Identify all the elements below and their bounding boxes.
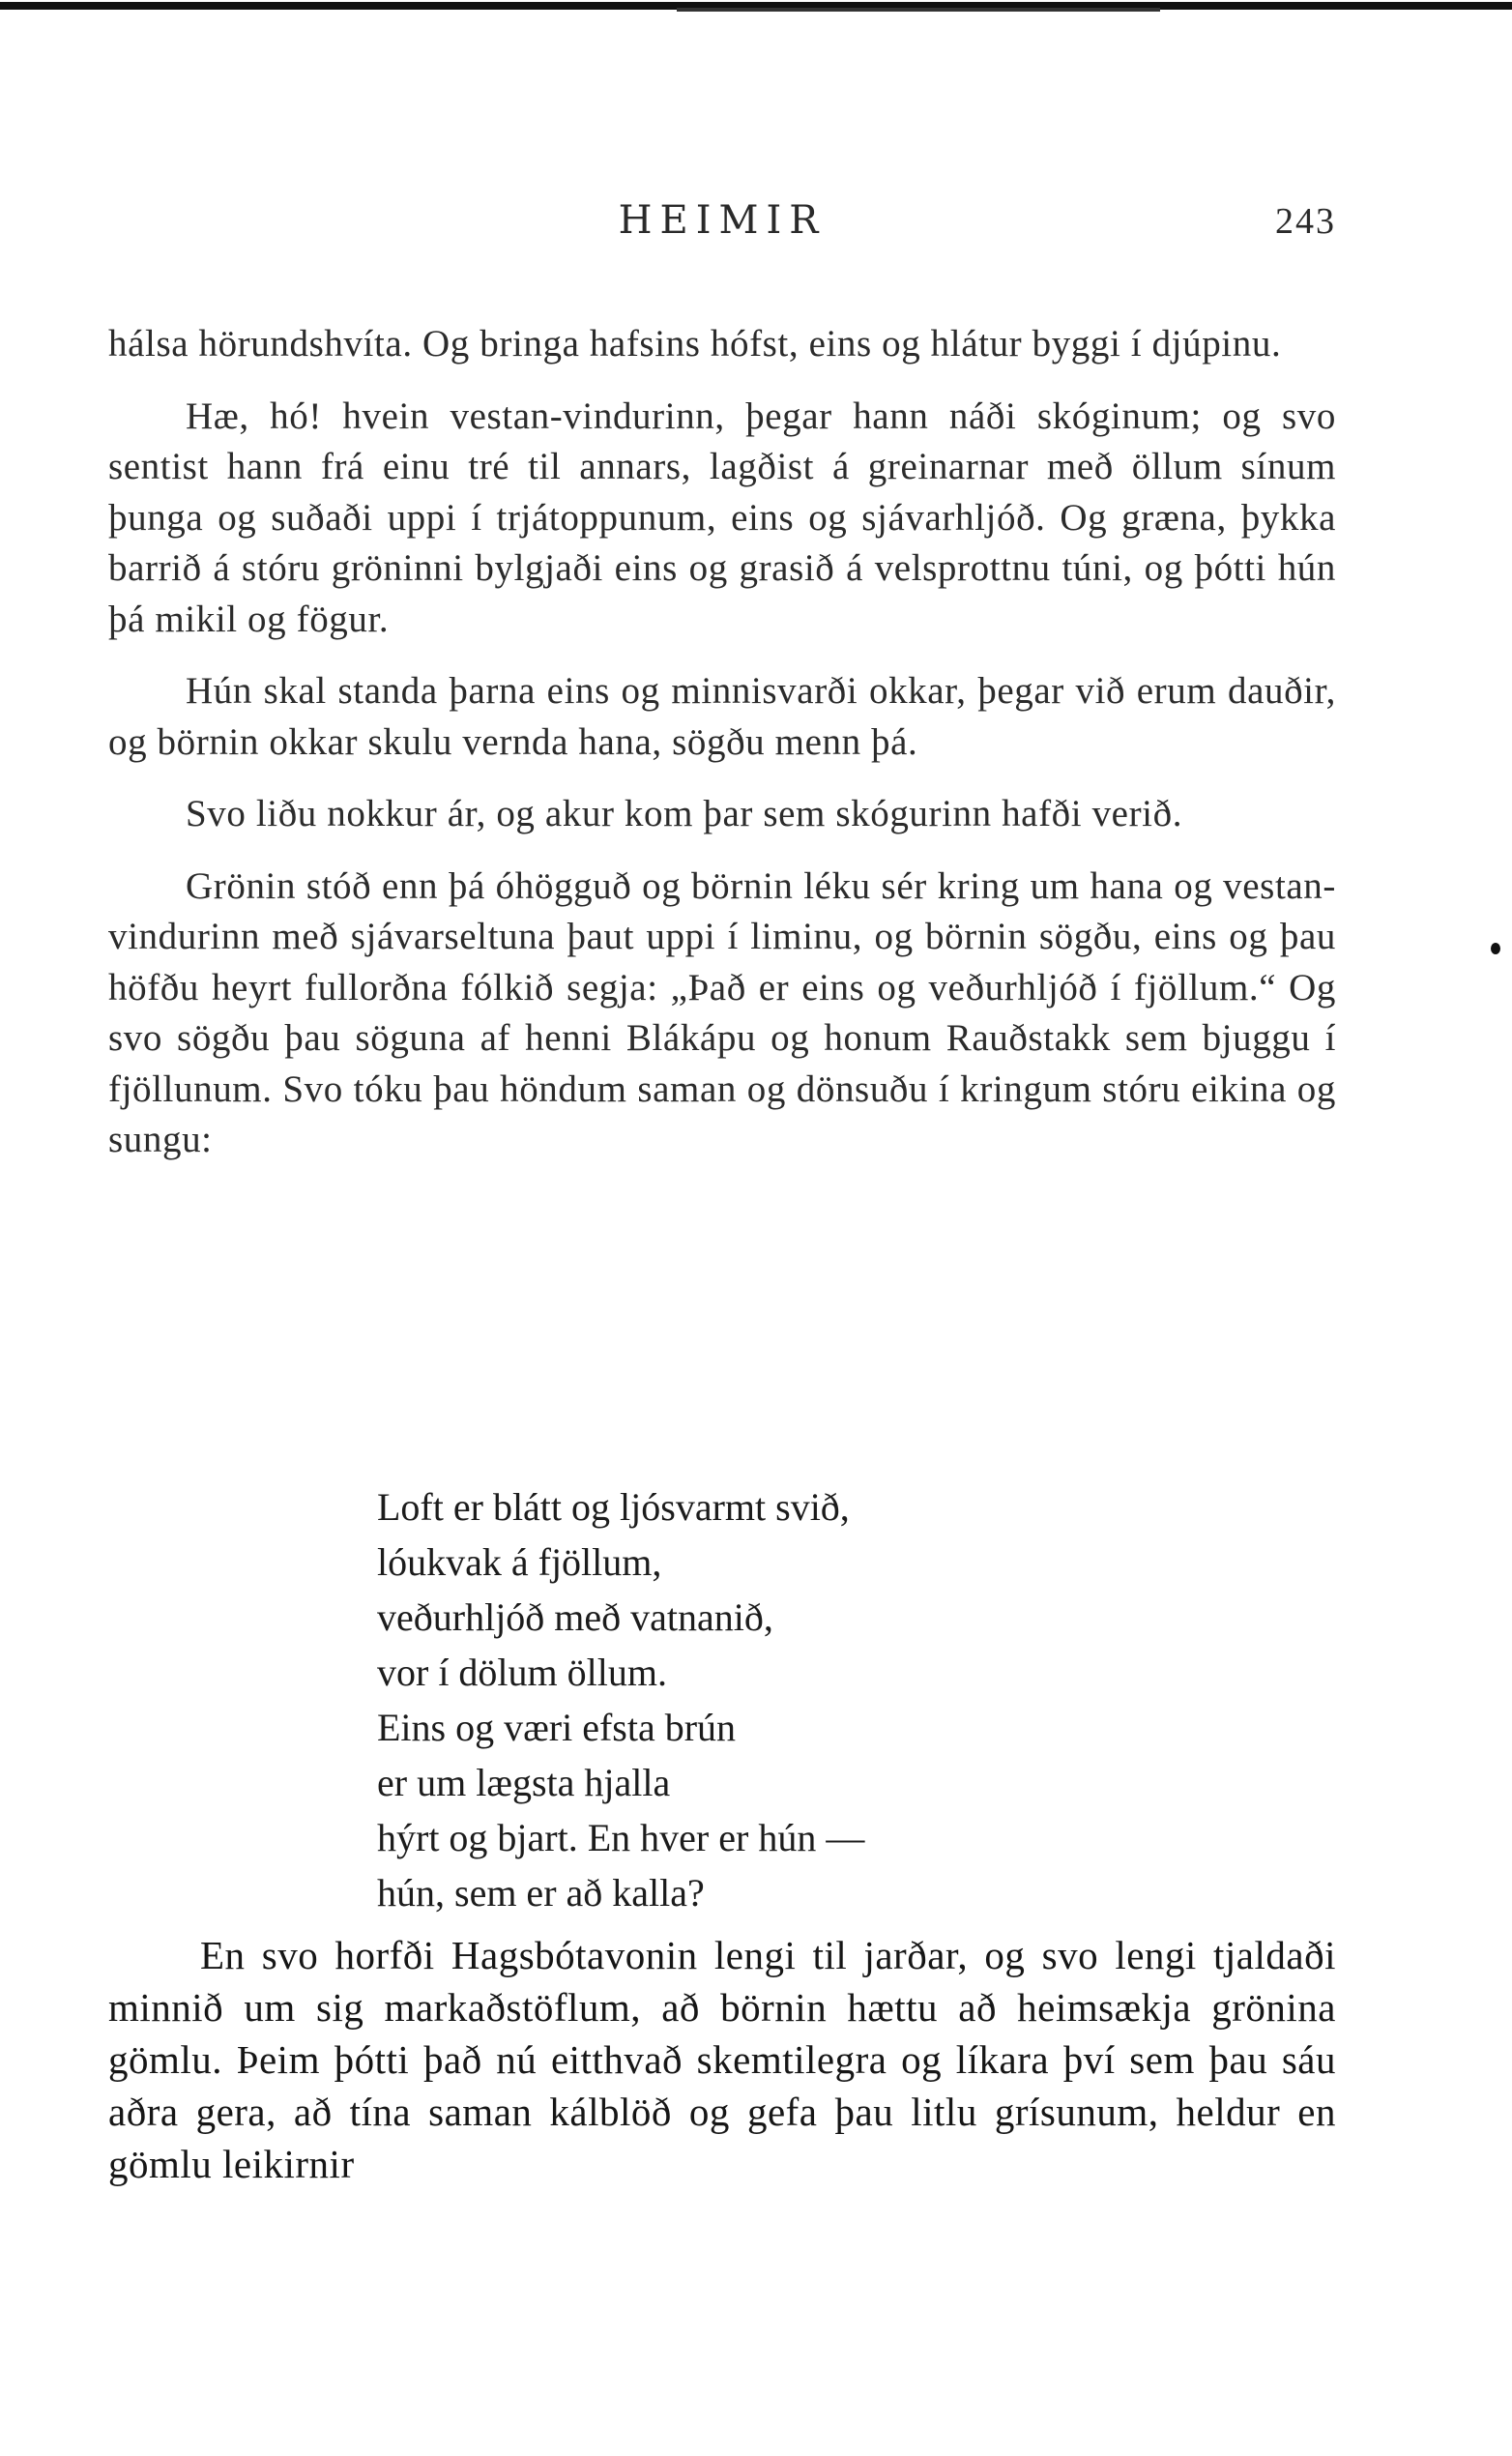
poem-line: vor í dölum öllum. <box>377 1651 667 1694</box>
poem-line: hún, sem er að kalla? <box>377 1871 705 1915</box>
poem-line: er um lægsta hjalla <box>377 1761 671 1804</box>
paragraph-5: Grönin stóð enn þá óhögguð og börnin léku sér kring um hana og vestan-vindurinn með sjávarseltuna þaut uppi í liminu, og börnin sögðu, eins og þau höfðu heyrt fullorðna fólkið segja: „Það er eins og veðurhljóð í fjöllum.“ Og svo sögðu þau söguna af henni Blákápu og honum Rauðstakk sem bjuggu í fjöllunum. Svo tóku þau höndum saman og dönsuðu í kringum stóru eikina og sungu: <box>108 864 1336 1160</box>
paragraph-2: Hæ, hó! hvein vestan-vindurinn, þegar hann náði skóginum; og svo sentist hann frá einu tré til annars, lagðist á greinarnar með öllum sínum þunga og suðaði uppi í trjátoppunum, eins og sjávarhljóð. Og græna, þykka barrið á stóru gröninni bylgjaði eins og grasið á velsprottnu túni, og þótti hún þá mikil og fögur. <box>108 395 1336 640</box>
ink-speck <box>1491 943 1500 954</box>
poem-line: Loft er blátt og ljósvarmt svið, <box>377 1485 850 1529</box>
body-text <box>108 319 1336 1187</box>
closing-paragraph: En svo horfði Hagsbótavonin lengi til jarðar, og svo lengi tjaldaði minnið um sig markaðstöflum, að börnin hættu að heimsækja grönina gömlu. Þeim þótti það nú eitthvað skemtilegra og líkara því sem þau sáu aðra gera, að tína saman kálblöð og gefa þau litlu grísunum, heldur en gömlu leikirnir <box>108 1933 1336 2186</box>
page-number: 243 <box>1275 201 1336 242</box>
poem-line: Eins og væri efsta brún <box>377 1706 737 1749</box>
page-header <box>108 198 1336 256</box>
poem-line: veðurhljóð með vatnanið, <box>377 1595 773 1639</box>
running-head: HEIMIR <box>618 198 827 243</box>
paragraph-1: hálsa hörundshvíta. Og bringa hafsins hófst, eins og hlátur byggi í djúpinu. <box>108 323 1282 365</box>
top-edge-rule <box>0 2 1512 10</box>
poem-line: hýrt og bjart. En hver er hún — <box>377 1816 865 1859</box>
poem-line: lóukvak á fjöllum, <box>377 1540 662 1584</box>
closing-text <box>108 1929 1336 2190</box>
poem <box>377 1479 1247 1920</box>
paragraph-4: Svo liðu nokkur ár, og akur kom þar sem skógurinn hafði verið. <box>186 793 1183 834</box>
paragraph-3: Hún skal standa þarna eins og minnisvarði okkar, þegar við erum dauðir, og börnin okkar skulu vernda hana, sögðu menn þá. <box>108 670 1336 763</box>
